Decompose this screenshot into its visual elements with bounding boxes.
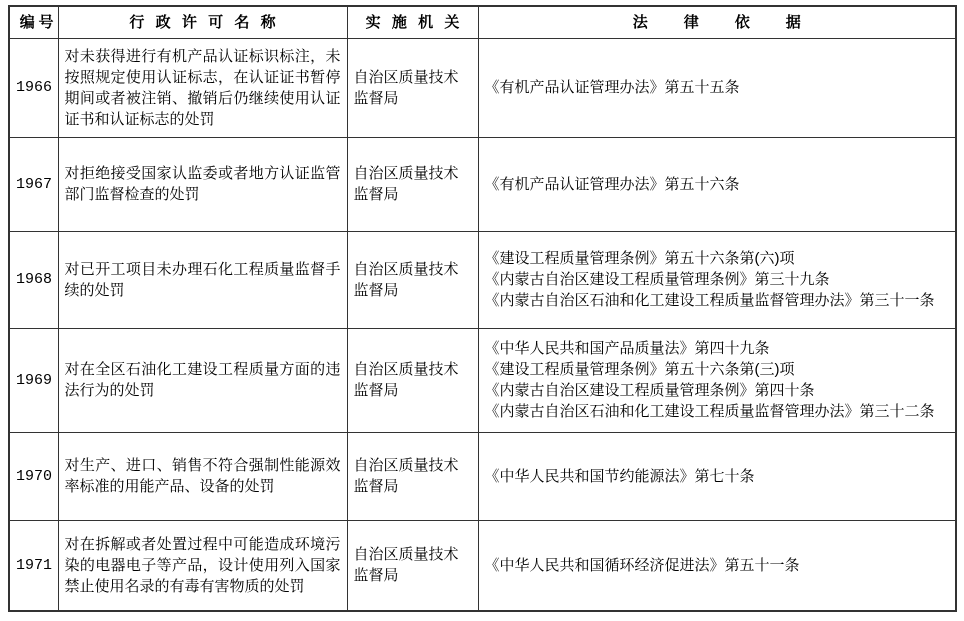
- legal-basis-cell: [478, 231, 956, 328]
- legal-basis-line: 《有机产品认证管理办法》第五十六条: [484, 175, 740, 193]
- license-name-cell: 对在全区石油化工建设工程质量方面的违法行为的处罚: [58, 328, 347, 432]
- header-agency: 实施机关: [347, 6, 478, 38]
- agency-cell: 自治区质量技术监督局: [347, 520, 478, 611]
- legal-basis-line: 《中华人民共和国循环经济促进法》第五十一条: [484, 556, 800, 574]
- license-name-cell: 对拒绝接受国家认监委或者地方认证监管部门监督检查的处罚: [58, 137, 347, 231]
- legal-basis-line: 《内蒙古自治区石油和化工建设工程质量监督管理办法》第三十一条: [484, 292, 935, 309]
- agency-cell: 自治区质量技术监督局: [347, 328, 478, 432]
- table-row: [9, 328, 956, 432]
- legal-basis-line: 《内蒙古自治区建设工程质量管理条例》第三十九条: [484, 271, 830, 288]
- row-id-cell: 1966: [9, 38, 58, 137]
- row-id-cell: 1967: [9, 137, 58, 231]
- legal-basis-line: 《中华人民共和国节约能源法》第七十条: [484, 467, 755, 485]
- agency-cell: 自治区质量技术监督局: [347, 231, 478, 328]
- table-row: [9, 520, 956, 611]
- legal-basis-line: 《建设工程质量管理条例》第五十六条第(六)项: [484, 250, 795, 267]
- row-id-cell: 1969: [9, 328, 58, 432]
- agency-cell: 自治区质量技术监督局: [347, 432, 478, 520]
- agency-cell: 自治区质量技术监督局: [347, 38, 478, 137]
- legal-basis-cell: [478, 38, 956, 137]
- header-legal-basis: 法律依据: [478, 6, 956, 38]
- license-name-cell: 对在拆解或者处置过程中可能造成环境污染的电器电子等产品，设计使用列入国家禁止使用名录的有毒有害物质的处罚: [58, 520, 347, 611]
- agency-cell: 自治区质量技术监督局: [347, 137, 478, 231]
- legal-basis-line: 《有机产品认证管理办法》第五十五条: [484, 79, 740, 96]
- license-name-cell: 对生产、进口、销售不符合强制性能源效率标准的用能产品、设备的处罚: [58, 432, 347, 520]
- table-row: [9, 38, 956, 137]
- legal-basis-cell: [478, 328, 956, 432]
- header-id: 编号: [9, 6, 58, 38]
- row-id-cell: 1970: [9, 432, 58, 520]
- table-body: [9, 38, 956, 611]
- legal-basis-line: 《中华人民共和国产品质量法》第四十九条: [484, 340, 770, 357]
- header-license-name: 行政许可名称: [58, 6, 347, 38]
- license-name-cell: 对已开工项目未办理石化工程质量监督手续的处罚: [58, 231, 347, 328]
- legal-basis-line: 《内蒙古自治区建设工程质量管理条例》第四十条: [484, 382, 815, 399]
- header-row: [9, 6, 956, 38]
- legal-basis-cell: [478, 520, 956, 611]
- row-id-cell: 1968: [9, 231, 58, 328]
- license-name-cell: 对未获得进行有机产品认证标识标注，未按照规定使用认证标志，在认证证书暂停期间或者被注销、撤销后仍继续使用认证证书和认证标志的处罚: [58, 38, 347, 137]
- table-row: [9, 137, 956, 231]
- legal-basis-cell: [478, 137, 956, 231]
- admin-license-table: [8, 5, 957, 612]
- row-id-cell: 1971: [9, 520, 58, 611]
- table-row: [9, 432, 956, 520]
- legal-basis-cell: [478, 432, 956, 520]
- legal-basis-line: 《建设工程质量管理条例》第五十六条第(三)项: [484, 361, 795, 378]
- legal-basis-line: 《内蒙古自治区石油和化工建设工程质量监督管理办法》第三十二条: [484, 403, 935, 420]
- table-row: [9, 231, 956, 328]
